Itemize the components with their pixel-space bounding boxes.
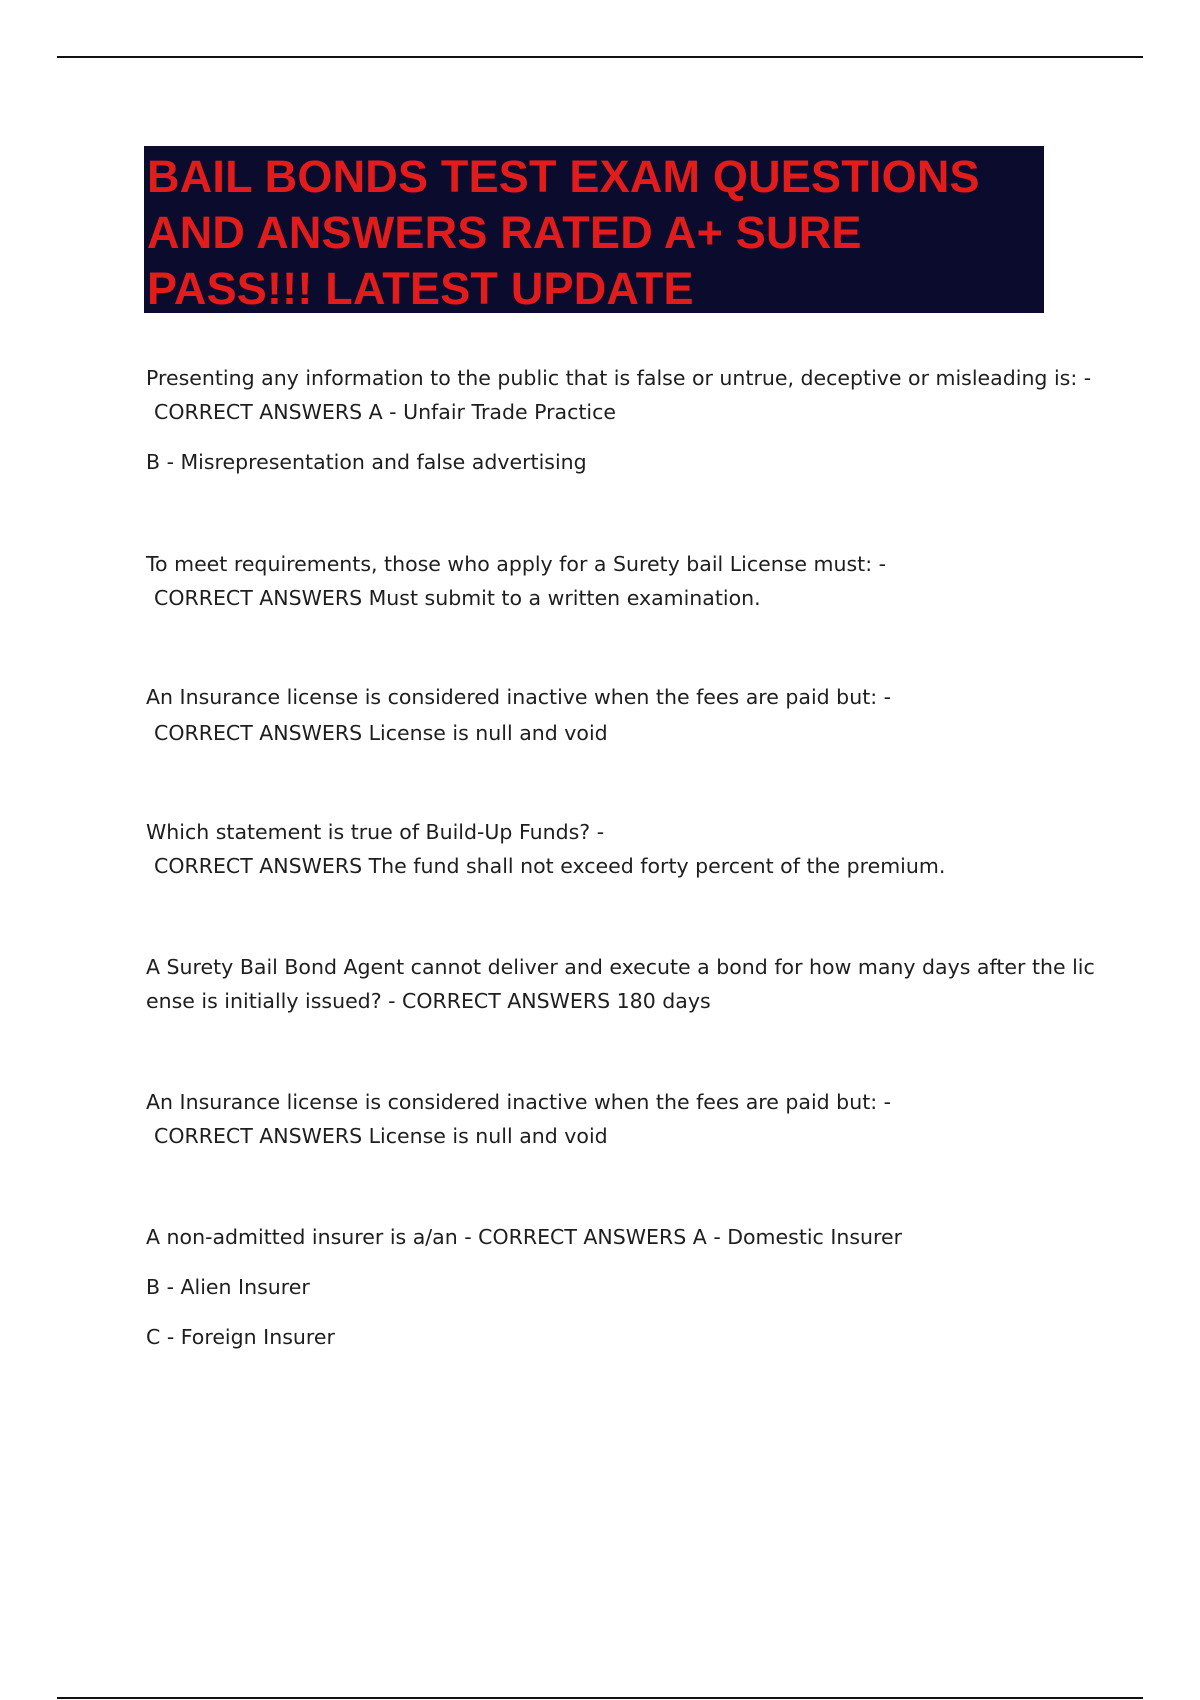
answer-text: CORRECT ANSWERS License is null and void: [154, 1124, 608, 1148]
question-text: An Insurance license is considered inactive when the fees are paid but: -: [146, 685, 892, 709]
question-text: An Insurance license is considered inactive when the fees are paid but: -: [146, 1090, 892, 1114]
question-text: To meet requirements, those who apply for a Surety bail License must: -: [146, 552, 887, 576]
bottom-rule: [57, 1697, 1143, 1699]
question-text: A non-admitted insurer is a/an - CORRECT ANSWERS A - Domestic Insurer: [146, 1225, 903, 1249]
qa-item-4: [146, 815, 1086, 883]
question-text: Which statement is true of Build-Up Funds? -: [146, 820, 605, 844]
option-text: B - Alien Insurer: [146, 1275, 310, 1299]
qa-item-1: [146, 361, 1092, 479]
question-text: A Surety Bail Bond Agent cannot deliver and execute a bond for how many days after the lic: [146, 955, 1095, 979]
answer-text: CORRECT ANSWERS License is null and void: [154, 721, 608, 745]
answer-text: CORRECT ANSWERS Must submit to a written examination.: [154, 586, 761, 610]
qa-item-5: [146, 950, 1095, 1018]
answer-text: CORRECT ANSWERS A - Unfair Trade Practice: [154, 400, 617, 424]
option-text: C - Foreign Insurer: [146, 1325, 335, 1349]
answer-text: CORRECT ANSWERS The fund shall not exceed forty percent of the premium.: [154, 854, 946, 878]
answer-text: ense is initially issued? - CORRECT ANSWERS 180 days: [146, 989, 711, 1013]
question-text: Presenting any information to the public that is false or untrue, deceptive or misleading is: -: [146, 366, 1092, 390]
qa-item-2: [146, 547, 1086, 615]
qa-item-7: [146, 1220, 1086, 1354]
qa-item-6: [146, 1085, 1086, 1153]
title-line-1: BAIL BONDS TEST EXAM QUESTIONS: [147, 151, 980, 202]
title-line-3: PASS!!! LATEST UPDATE: [147, 263, 694, 314]
top-rule: [57, 56, 1143, 58]
title-banner: [144, 146, 1044, 313]
title-line-2: AND ANSWERS RATED A+ SURE: [147, 207, 862, 258]
option-text: B - Misrepresentation and false advertising: [146, 450, 587, 474]
qa-item-3: [146, 680, 1086, 750]
